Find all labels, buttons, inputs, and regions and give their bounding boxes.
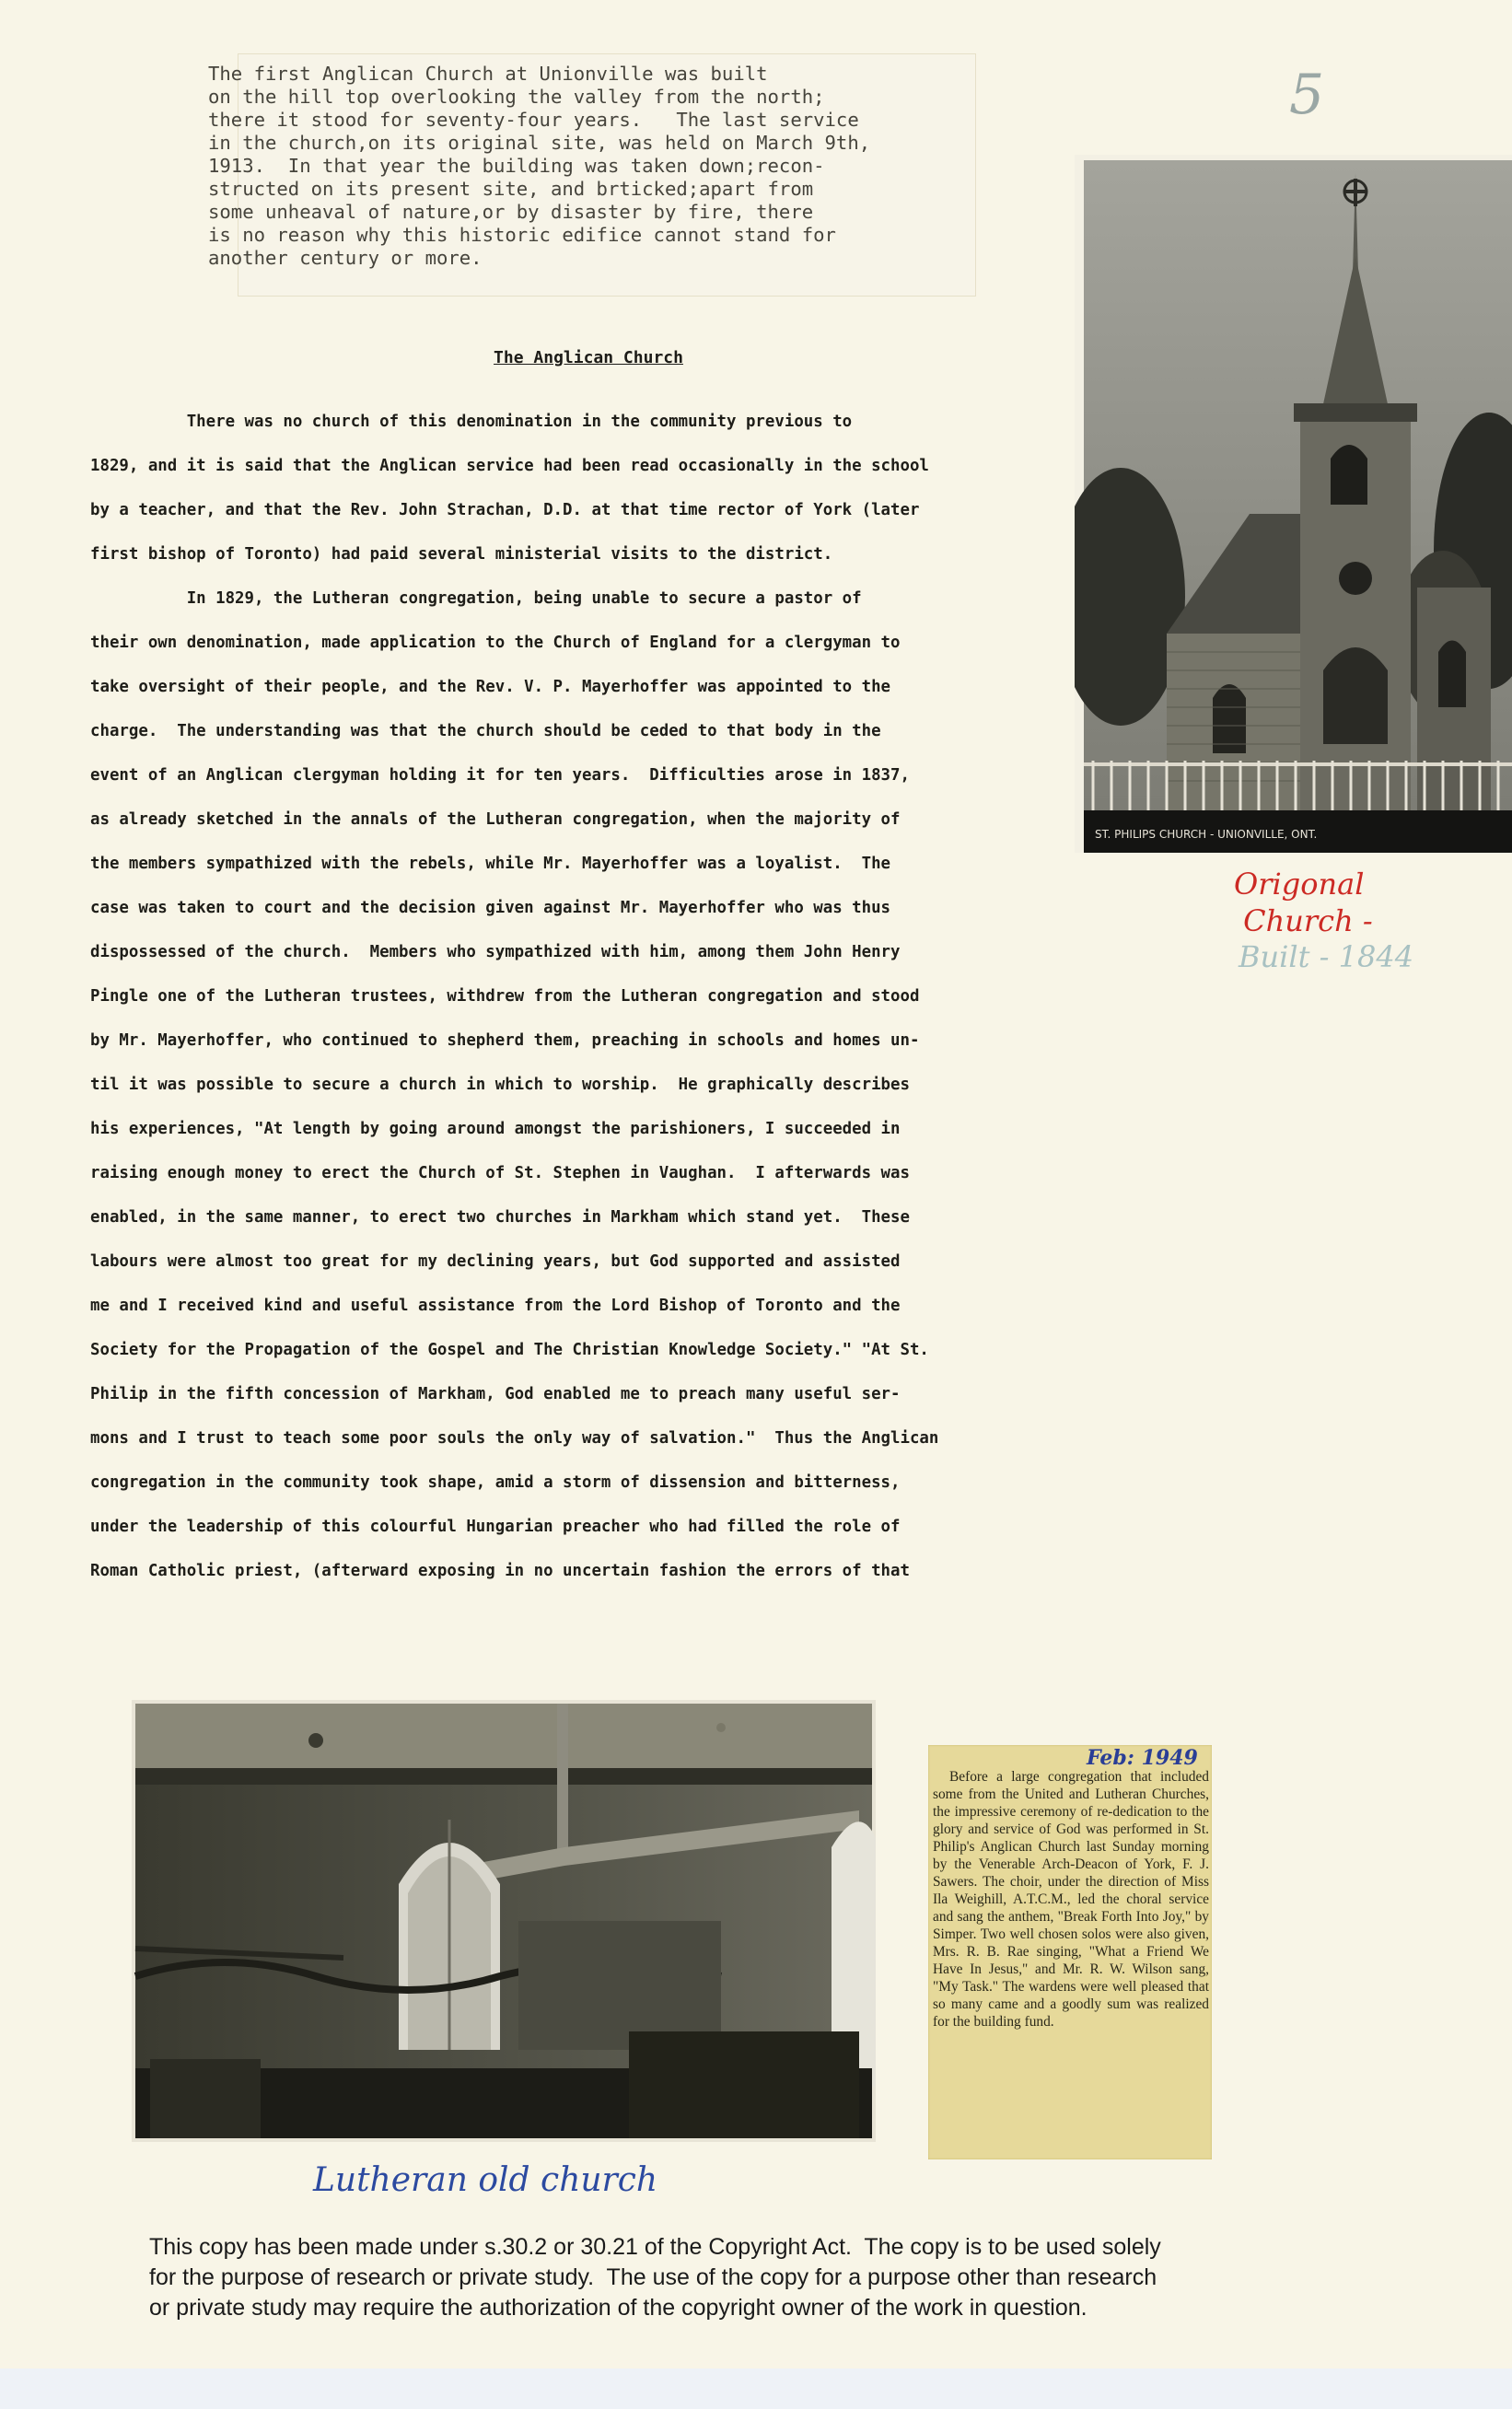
body-line: 1829, and it is said that the Anglican service had been read occasionally in the school [90, 457, 929, 475]
body-line: charge. The understanding was that the church should be ceded to that body in the [90, 722, 881, 740]
body-line: Roman Catholic priest, (afterward exposing in no uncertain fashion the errors of that [90, 1562, 910, 1580]
handwritten-built-date-note: Built - 1844 [1239, 939, 1414, 974]
body-line: by a teacher, and that the Rev. John Strachan, D.D. at that time rector of York (later [90, 501, 920, 519]
body-line: congregation in the community took shape, amid a storm of dissension and bitterness, [90, 1473, 901, 1492]
copyright-notice: This copy has been made under s.30.2 or 30.21 of the Copyright Act. The copy is to be used solely for the purpose of research or private study. The use of the copy for a purpose other than research or private study may require the authorization of the copyright owner of the work in question. [149, 2234, 1161, 2321]
body-line: their own denomination, made application to the Church of England for a clergyman to [90, 634, 901, 652]
page-number: 5 [1289, 63, 1325, 127]
body-line: There was no church of this denomination in the community previous to [90, 413, 853, 431]
body-line: til it was possible to secure a church in which to worship. He graphically describes [90, 1076, 910, 1094]
handwritten-clipping-date: Feb: 1949 [1087, 1746, 1198, 1770]
body-line: Philip in the fifth concession of Markham, God enabled me to preach many useful ser- [90, 1385, 901, 1403]
body-line: Society for the Propagation of the Gospel and The Christian Knowledge Society." "At St. [90, 1341, 929, 1359]
church-interior-photo [132, 1700, 876, 2142]
body-line: event of an Anglican clergyman holding it for ten years. Difficulties arose in 1837, [90, 766, 910, 785]
page-bottom-edge [0, 2368, 1512, 2409]
church-photo-caption: ST. PHILIPS CHURCH - UNIONVILLE, ONT. [1095, 828, 1318, 841]
body-line: In 1829, the Lutheran congregation, being unable to secure a pastor of [90, 589, 862, 608]
body-line: by Mr. Mayerhoffer, who continued to shepherd them, preaching in schools and homes un- [90, 1031, 920, 1050]
top-clipping-text: The first Anglican Church at Unionville was built on the hill top overlooking the valley from the north; there it stood for seventy-four years. The last service in the church,on its original site, was held on March 9th, 1913. In that year the building was taken down;recon- structed on its present site, and brticked;apart from some unheaval of nature,or by disaster by fire, there is no reason why this historic edifice cannot stand for another century or more. [208, 63, 871, 269]
body-line: enabled, in the same manner, to erect two churches in Markham which stand yet. These [90, 1208, 910, 1227]
handwritten-original-church-note: Origonal Church - [1234, 867, 1373, 938]
section-title: The Anglican Church [494, 348, 683, 367]
body-line: dispossessed of the church. Members who sympathized with him, among them John Henry [90, 943, 901, 961]
church-exterior-photo [1075, 155, 1512, 853]
body-line: as already sketched in the annals of the Lutheran congregation, when the majority of [90, 810, 901, 829]
body-line: the members sympathized with the rebels, while Mr. Mayerhoffer was a loyalist. The [90, 855, 891, 873]
body-line: first bishop of Toronto) had paid several ministerial visits to the district. [90, 545, 833, 564]
newspaper-clipping-text: Before a large congregation that included some from the United and Lutheran Churches, the impressive ceremony of re-dedication to the glory and service of God was performed in St. Philip's Anglican Church last Sunday morning by the Venerable Arch-Deacon of York, F. J. Sawers. The choir, under the direction of Miss Ila Weighill, A.T.C.M., led the choral service and sang the anthem, "Break Forth Into Joy," by Simper. Two well chosen solos were also given, Mrs. R. B. Rae singing, "What a Friend We Have In Jesus," and Mr. R. W. Wilson sang, "My Task." The wardens were well pleased that so many came and a goodly sum was realized for the building fund. [933, 1769, 1209, 2030]
body-line: me and I received kind and useful assistance from the Lord Bishop of Toronto and the [90, 1297, 901, 1315]
body-line: case was taken to court and the decision given against Mr. Mayerhoffer who was thus [90, 899, 891, 917]
body-line: raising enough money to erect the Church of St. Stephen in Vaughan. I afterwards was [90, 1164, 910, 1182]
body-line: his experiences, "At length by going around amongst the parishioners, I succeeded in [90, 1120, 901, 1138]
body-line: under the leadership of this colourful Hungarian preacher who had filled the role of [90, 1518, 901, 1536]
handwritten-lutheran-old-church-note: Lutheran old church [313, 2161, 658, 2199]
body-line: mons and I trust to teach some poor souls the only way of salvation." Thus the Anglican [90, 1429, 939, 1448]
body-line: labours were almost too great for my declining years, but God supported and assisted [90, 1252, 901, 1271]
body-line: take oversight of their people, and the Rev. V. P. Mayerhoffer was appointed to the [90, 678, 891, 696]
body-line: Pingle one of the Lutheran trustees, withdrew from the Lutheran congregation and stood [90, 987, 920, 1006]
